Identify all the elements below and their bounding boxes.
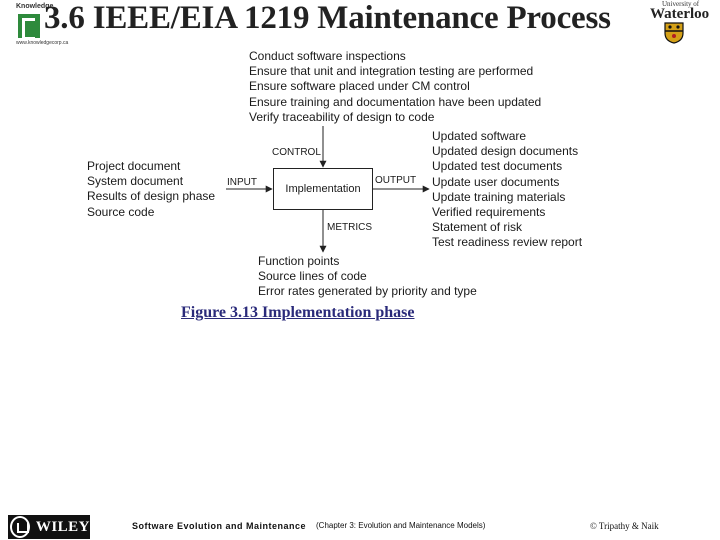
output-item: Updated test documents xyxy=(432,159,563,174)
metrics-label: METRICS xyxy=(327,222,372,233)
control-item: Ensure training and documentation have been updated xyxy=(249,94,542,109)
metrics-item: Error rates generated by priority and type xyxy=(258,284,477,299)
metrics-item: Source lines of code xyxy=(258,269,367,284)
output-item: Verified requirements xyxy=(432,204,546,219)
slide-title: 3.6 IEEE/EIA 1219 Maintenance Process xyxy=(44,0,611,36)
footer-book-title: Software Evolution and Maintenance xyxy=(132,521,307,531)
wiley-emblem-icon xyxy=(10,516,30,538)
knowledge-logo-word: Knowledge xyxy=(16,3,54,10)
input-item: Project document xyxy=(87,159,181,173)
control-label: CONTROL xyxy=(272,147,321,158)
control-item: Ensure that unit and integration testing are performed xyxy=(249,64,534,79)
process-label: Implementation xyxy=(285,183,361,195)
control-item: Verify traceability of design to code xyxy=(249,109,435,124)
figure-caption: Figure 3.13 Implementation phase xyxy=(181,304,415,321)
waterloo-name: Waterloo xyxy=(650,6,710,22)
metrics-item: Function points xyxy=(258,254,340,268)
output-item: Updated design documents xyxy=(432,144,579,159)
wiley-word: WILEY xyxy=(35,518,90,535)
output-item: Update user documents xyxy=(432,174,560,189)
implementation-process-box xyxy=(273,168,373,210)
footer-chapter: (Chapter 3: Evolution and Maintenance Models) xyxy=(316,521,486,530)
output-item: Statement of risk xyxy=(432,220,523,235)
footer-copyright: © Tripathy & Naik xyxy=(590,521,659,531)
input-item: Results of design phase xyxy=(87,189,216,204)
output-item: Updated software xyxy=(432,129,527,143)
output-item: Update training materials xyxy=(432,189,566,204)
control-item: Ensure software placed under CM control xyxy=(249,79,470,94)
output-label: OUTPUT xyxy=(375,175,417,186)
wiley-logo xyxy=(8,515,90,539)
knowledge-logo-url: www.knowledgecorp.ca xyxy=(16,40,69,46)
control-item: Conduct software inspections xyxy=(249,49,406,63)
output-item: Test readiness review report xyxy=(432,235,583,250)
input-item: Source code xyxy=(87,204,155,219)
waterloo-university-of: University of xyxy=(662,0,700,8)
input-label: INPUT xyxy=(227,177,257,188)
input-item: System document xyxy=(87,174,184,189)
